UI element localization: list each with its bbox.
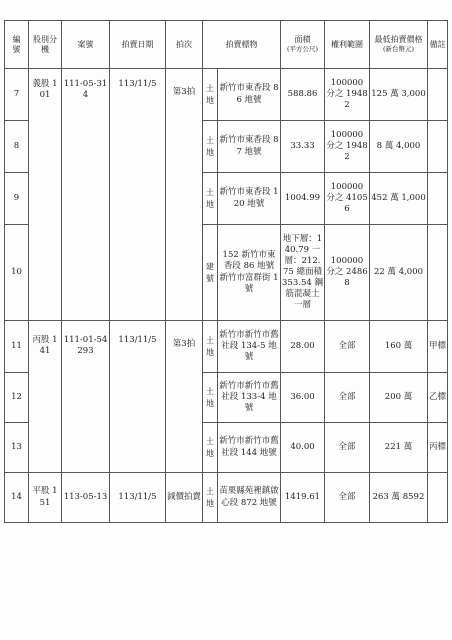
remark-cell [428, 173, 448, 225]
header-unit: 股別分機 [29, 21, 62, 69]
header-round: 拍次 [166, 21, 203, 69]
header-case: 案號 [62, 21, 110, 69]
area-cell: 33.33 [281, 121, 325, 173]
remark-cell: 甲標 [428, 321, 448, 373]
item-cell: 新竹市新竹市舊社段 133-4 地號 [218, 373, 281, 423]
row-no: 13 [5, 423, 29, 473]
unit-cell: 平股 151 [29, 473, 62, 523]
price-cell: 8 萬 4,000 [370, 121, 428, 173]
header-area-unit: (平方公尺) [286, 45, 319, 54]
case-cell: 111-05-314 [62, 69, 110, 321]
rights-cell: 全部 [325, 473, 370, 523]
table-row [5, 473, 448, 523]
area-cell: 1004.99 [281, 173, 325, 225]
kind-cell: 土地 [203, 69, 218, 121]
kind-cell: 土地 [203, 321, 218, 373]
round-cell: 減價拍賣 [166, 473, 203, 523]
row-no: 9 [5, 173, 29, 225]
item-cell: 新竹市新竹市舊社段 134-5 地號 [218, 321, 281, 373]
date-cell: 113/11/5 [110, 473, 166, 523]
header-area-label: 面積 [294, 35, 311, 45]
price-cell: 160 萬 [370, 321, 428, 373]
table-row [5, 321, 448, 373]
header-rights: 權利範圍 [325, 21, 370, 69]
rights-cell: 100000 分之 24868 [325, 225, 370, 321]
area-cell: 36.00 [281, 373, 325, 423]
price-cell: 263 萬 8592 [370, 473, 428, 523]
area-cell: 地下層：140.79 一層：212.75 總面積 353.54 鋼筋混凝土一層 [281, 225, 325, 321]
case-cell: 111-01-54293 [62, 321, 110, 473]
remark-cell [428, 69, 448, 121]
round-cell: 第3拍 [166, 69, 203, 321]
remark-cell [428, 473, 448, 523]
kind-cell: 土地 [203, 423, 218, 473]
price-cell: 200 萬 [370, 373, 428, 423]
area-cell: 40.00 [281, 423, 325, 473]
remark-cell: 丙標 [428, 423, 448, 473]
price-cell: 22 萬 4,000 [370, 225, 428, 321]
date-cell: 113/11/5 [110, 321, 166, 473]
header-row [5, 21, 448, 69]
row-no: 10 [5, 225, 29, 321]
rights-cell: 全部 [325, 373, 370, 423]
kind-cell: 建號 [203, 225, 218, 321]
unit-cell: 義股 101 [29, 69, 62, 321]
header-area [281, 21, 325, 69]
date-cell: 113/11/5 [110, 69, 166, 321]
rights-cell: 100000 分之 19482 [325, 121, 370, 173]
case-cell: 113-05-13 [62, 473, 110, 523]
header-no: 編號 [5, 21, 29, 69]
rights-cell: 全部 [325, 423, 370, 473]
item-cell: 152 新竹市東香段 86 地號 新竹市富群街 1號 [218, 225, 281, 321]
item-cell: 新竹市東香段 120 地號 [218, 173, 281, 225]
item-cell: 新竹市東香段 87 地號 [218, 121, 281, 173]
area-cell: 1419.61 [281, 473, 325, 523]
price-cell: 452 萬 1,000 [370, 173, 428, 225]
row-no: 8 [5, 121, 29, 173]
unit-cell: 丙股 141 [29, 321, 62, 473]
remark-cell [428, 121, 448, 173]
area-cell: 28.00 [281, 321, 325, 373]
rights-cell: 全部 [325, 321, 370, 373]
price-cell: 125 萬 3,000 [370, 69, 428, 121]
remark-cell [428, 225, 448, 321]
header-price-label: 最低拍賣價格 [374, 35, 423, 45]
round-cell: 第3拍 [166, 321, 203, 473]
header-price [370, 21, 428, 69]
table-row [5, 69, 448, 121]
row-no: 7 [5, 69, 29, 121]
row-no: 11 [5, 321, 29, 373]
row-no: 12 [5, 373, 29, 423]
rights-cell: 100000 分之 41056 [325, 173, 370, 225]
kind-cell: 土地 [203, 373, 218, 423]
kind-cell: 土地 [203, 473, 218, 523]
header-price-unit: (新台幣元) [382, 45, 415, 54]
row-no: 14 [5, 473, 29, 523]
header-date: 拍賣日期 [110, 21, 166, 69]
item-cell: 苗栗縣苑裡鎮啟心段 872 地號 [218, 473, 281, 523]
item-cell: 新竹市新竹市舊社段 144 地號 [218, 423, 281, 473]
auction-table [4, 20, 447, 508]
remark-cell: 乙標 [428, 373, 448, 423]
area-cell: 588.86 [281, 69, 325, 121]
header-remark: 備註 [428, 21, 448, 69]
header-item: 拍賣標物 [203, 21, 281, 69]
item-cell: 新竹市東香段 86 地號 [218, 69, 281, 121]
rights-cell: 100000 分之 19482 [325, 69, 370, 121]
price-cell: 221 萬 [370, 423, 428, 473]
kind-cell: 土地 [203, 173, 218, 225]
kind-cell: 土地 [203, 121, 218, 173]
